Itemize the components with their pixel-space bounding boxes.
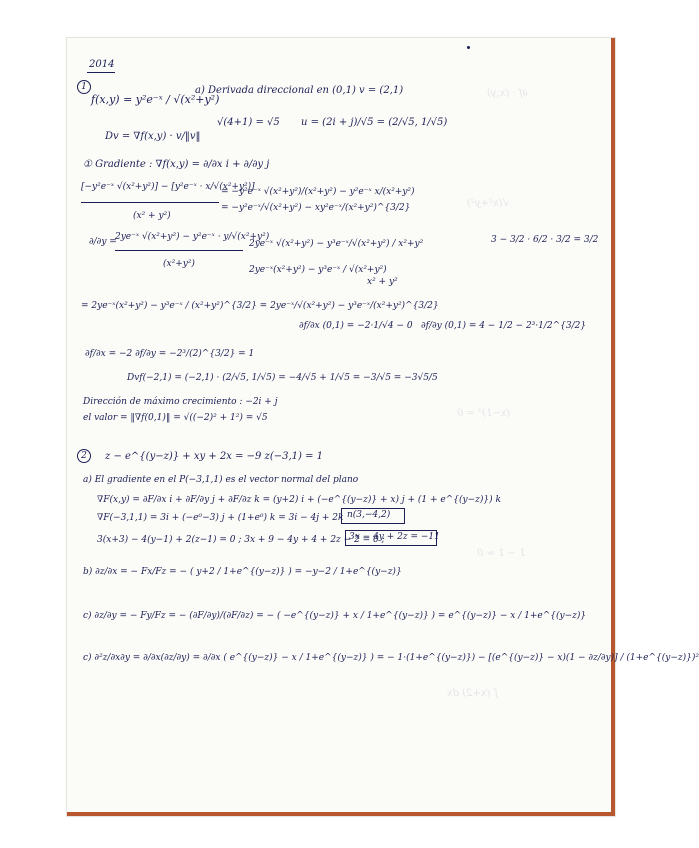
p1-dfy-right: 2ye⁻ˣ(x²+y²) − y³e⁻ˣ / √(x²+y²)	[249, 265, 387, 275]
p1-part-a: a) Derivada direccional en (0,1) v = (2,1)	[195, 85, 404, 96]
p2-part-b: b) ∂z/∂x = − Fx/Fz = − ( y+2 / 1+e^{(y−z)} ) = −y−2 / 1+e^{(y−z)}	[83, 567, 402, 577]
p2-part-c1: c) ∂z/∂y = − Fy/Fz = − (∂F/∂y)/(∂F/∂z) = − ( −e^{(y−z)} + x / 1+e^{(y−z)} ) = e^{(y−z)} − x / 1+e^{(y−z)}	[83, 611, 587, 621]
p1-function: f(x,y) = y²e⁻ˣ / √(x²+y²)	[91, 93, 220, 106]
problem-number-1: 1	[77, 80, 91, 94]
bleed-mark: 1 − 1 ≈ 0	[477, 548, 526, 559]
p2-gradient: ∇F(x,y) = ∂F/∂x i + ∂F/∂y j + ∂F/∂z k = (y+2) i + (−e^{(y−z)} + x) j + (1 + e^{(y−z)}) k	[97, 495, 501, 505]
p1-eval-fy: ∂f/∂y (0,1) = 4 − 1/2 − 2³·1/2^{3/2}	[421, 321, 587, 331]
p1-dfy-label: ∂/∂y =	[89, 237, 117, 247]
p1-max-value: el valor = ‖∇f(0,1)‖ = √((−2)² + 1²) = √5	[83, 413, 268, 423]
p1-dfx-numerator: [−y²e⁻ˣ √(x²+y²)] − [y²e⁻ˣ · x/√(x²+y²)]	[81, 182, 255, 192]
p1-partial-values: ∂f/∂x = −2 ∂f/∂y = −2³/(2)^{3/2} = 1	[85, 349, 255, 359]
p2-plane-equation: 3(x+3) − 4(y−1) + 2(z−1) = 0 ; 3x + 9 − 4y + 4 + 2z − 2 = 0 ;	[97, 535, 385, 545]
p1-sqrt-line: √(4+1) = √5	[217, 117, 280, 128]
p1-gradient-title: ① Gradiente : ∇f(x,y) = ∂/∂x i + ∂/∂y j	[83, 159, 270, 170]
p1-dfy-denominator: (x²+y²)	[163, 259, 195, 269]
p1-dfy-simplified: = 2ye⁻ˣ(x²+y²) − y³e⁻ˣ / (x²+y²)^{3/2} = 2ye⁻ˣ/√(x²+y²) − y³e⁻ˣ/(x²+y²)^{3/2}	[81, 301, 439, 311]
bleed-mark: ∫ (x+2) dx	[447, 688, 499, 699]
p1-unit-vector: u = (2i + j)/√5 = (2/√5, 1/√5)	[301, 117, 448, 128]
bleed-through	[447, 78, 607, 768]
bleed-mark: (x−1)² = 0	[457, 408, 511, 419]
bleed-mark: ∂f · (x,y)	[487, 88, 528, 99]
p2-plane-result: 3x − 4y + 2z = −11	[349, 532, 440, 542]
page-edge-bottom	[67, 812, 615, 816]
header-underline	[87, 72, 115, 73]
p1-dfy-denominator-2: x² + y²	[367, 277, 398, 287]
p1-dv-result: Dvf(−2,1) = (−2,1) · (2/√5, 1/√5) = −4/√5 + 1/√5 = −3/√5 = −3√5/5	[127, 373, 438, 383]
notebook-page	[66, 37, 699, 817]
p2-gradient-at-point: ∇F(−3,1,1) = 3i + (−e⁰−3) j + (1+e⁰) k = 3i − 4j + 2k	[97, 513, 344, 523]
problem-number-2: 2	[77, 449, 91, 463]
pen-dot	[467, 46, 470, 49]
p1-side-calculation: 3 − 3/2 · 6/2 · 3/2 = 3/2	[491, 235, 599, 245]
p2-equation: z − e^{(y−z)} + xy + 2x = −9 z(−3,1) = 1	[105, 451, 323, 462]
header-tag: 2014	[89, 59, 115, 70]
p2-normal-vector: n(3,−4,2)	[347, 510, 391, 520]
p2-part-c2: c) ∂²z/∂x∂y = ∂/∂x(∂z/∂y) = ∂/∂x ( e^{(y−z)} − x / 1+e^{(y−z)} ) = − 1·(1+e^{(y−z)}) − [(e^{(y−z)} − x)(1 − ∂z/∂y)] / (1+e^{(y−z)})²	[83, 653, 699, 663]
p1-eval-fx: ∂f/∂x (0,1) = −2·1/√4 − 0	[299, 321, 413, 331]
page-edge-right	[611, 38, 615, 816]
p2-part-a: a) El gradiente en el P(−3,1,1) es el vector normal del plano	[83, 475, 359, 485]
p1-max-direction: Dirección de máximo crecimiento : −2i + j	[83, 397, 278, 407]
p1-dfx-result-1: = −y²e⁻ˣ √(x²+y²)/(x²+y²) − y²e⁻ˣ x/(x²+y²)	[221, 187, 415, 197]
p1-dfx-denominator: (x² + y²)	[133, 211, 171, 221]
p1-dfy-middle: 2ye⁻ˣ √(x²+y²) − y³e⁻ˣ/√(x²+y²) / x²+y²	[249, 239, 424, 249]
p1-dfx-fraction-bar	[81, 202, 219, 203]
p1-dfy-numerator: 2ye⁻ˣ √(x²+y²) − y²e⁻ˣ · y/√(x²+y²)	[115, 232, 270, 242]
bleed-mark: √(x²+y²)	[467, 198, 509, 209]
p1-directional-derivative: Dv = ∇f(x,y) · v/‖v‖	[105, 131, 201, 142]
p1-dfy-fraction-bar	[115, 250, 243, 251]
p1-dfx-result-2: = −y²e⁻ˣ/√(x²+y²) − xy²e⁻ˣ/(x²+y²)^{3/2}	[221, 203, 411, 213]
